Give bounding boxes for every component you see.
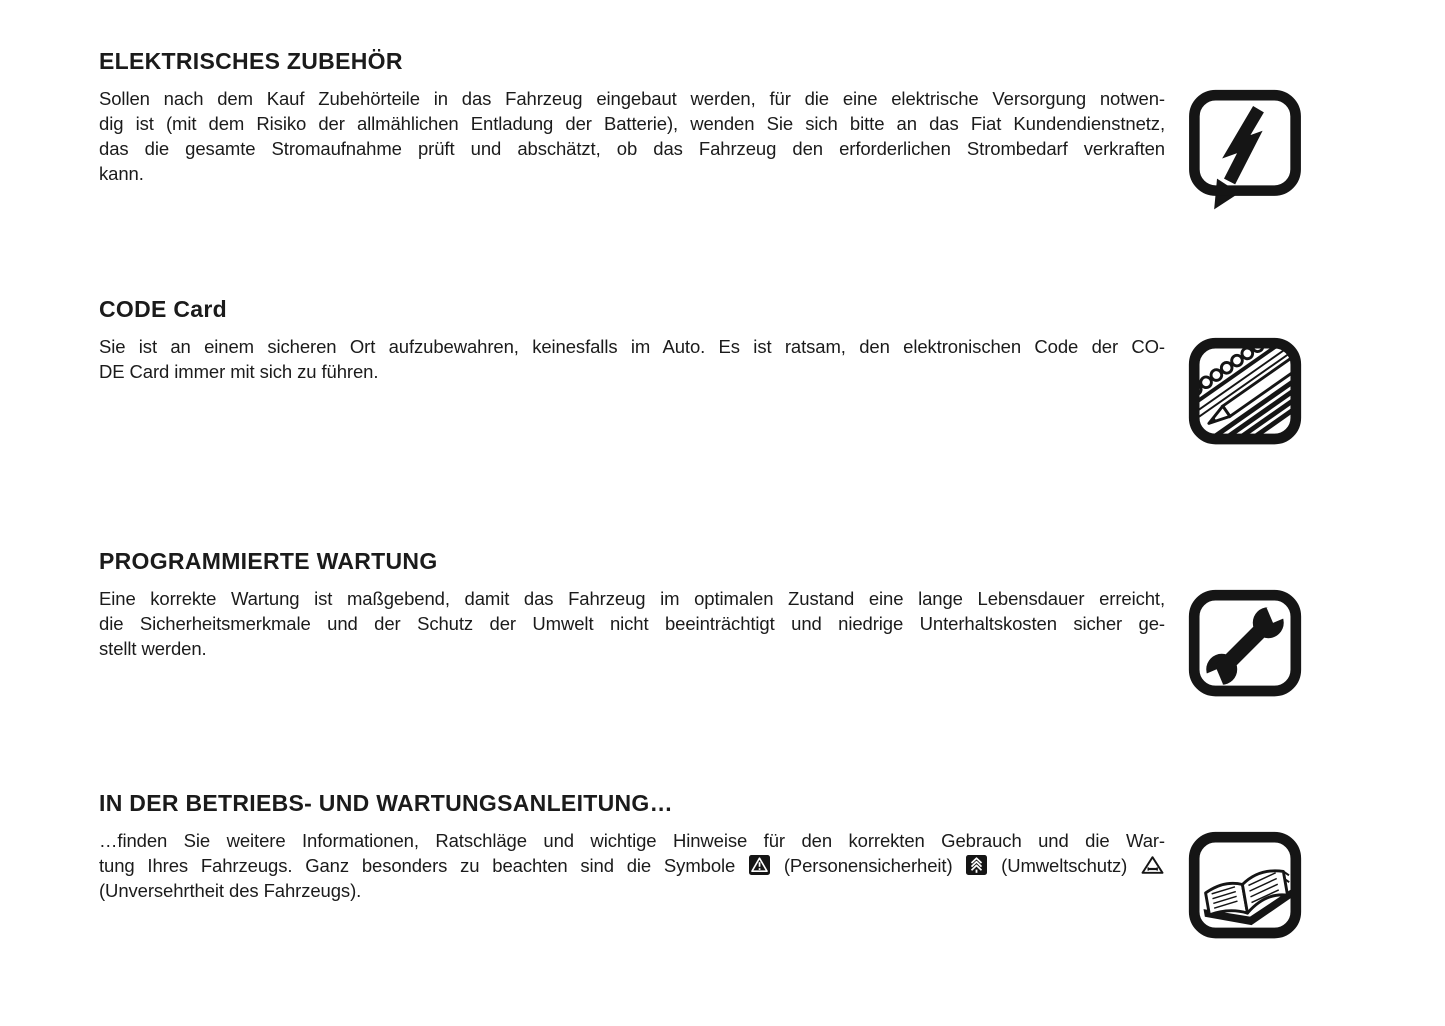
open-book-icon [1185,828,1305,953]
body-line: …finden Sie weitere Informationen, Ratschläge und wichtige Hinweise für den korrekten Gebrauch und die War- [99,830,1165,851]
section-code-card [99,296,1419,382]
section-heading: CODE Card [99,296,227,322]
environment-protection-tree-symbol [966,855,987,875]
section-owner-handbook [99,790,1419,901]
wrench-icon [1185,586,1305,711]
body-line: stellt werden. [99,638,207,659]
notebook-pencil-icon [1185,334,1305,459]
lightning-bolt-icon [1185,86,1305,226]
body-text: (Personensicherheit) [771,855,966,876]
personal-safety-warning-triangle-symbol [749,855,770,875]
section-heading: IN DER BETRIEBS- UND WARTUNGSANLEITUNG… [99,790,673,816]
body-line: (Unversehrtheit des Fahrzeugs). [99,880,362,901]
vehicle-integrity-triangle-symbol [1141,855,1164,875]
section-body [99,334,1165,384]
body-line: kann. [99,163,144,184]
body-line: die Sicherheitsmerkmale und der Schutz der Umwelt nicht beeinträchtigt und niedrige Unterhaltskosten sicher ge- [99,613,1165,634]
section-body [99,86,1165,186]
section-heading: ELEKTRISCHES ZUBEHÖR [99,48,403,74]
body-line: DE Card immer mit sich zu führen. [99,361,379,382]
body-line: dig ist (mit dem Risiko der allmählichen Entladung der Batterie), wenden Sie sich bitte an das Fiat Kundendienstnetz, [99,113,1165,134]
body-line: Sie ist an einem sicheren Ort aufzubewahren, keinesfalls im Auto. Es ist ratsam, den elektronischen Code der CO- [99,336,1165,357]
body-line: Eine korrekte Wartung ist maßgebend, damit das Fahrzeug im optimalen Zustand eine lange Lebensdauer erreicht, [99,588,1165,609]
body-line [99,853,1165,878]
body-text: tung Ihres Fahrzeugs. Ganz besonders zu beachten sind die Symbole [99,855,749,876]
section-scheduled-maintenance [99,548,1419,659]
body-text: (Umweltschutz) [988,855,1140,876]
section-heading: PROGRAMMIERTE WARTUNG [99,548,438,574]
section-body [99,828,1165,903]
body-line: das die gesamte Stromaufnahme prüft und abschätzt, ob das Fahrzeug den erforderlichen Strombedarf verkraften [99,138,1165,159]
body-line: Sollen nach dem Kauf Zubehörteile in das Fahrzeug eingebaut werden, für die eine elektrische Versorgung notwen- [99,88,1165,109]
section-body [99,586,1165,661]
section-electrical-accessories [99,48,1419,184]
